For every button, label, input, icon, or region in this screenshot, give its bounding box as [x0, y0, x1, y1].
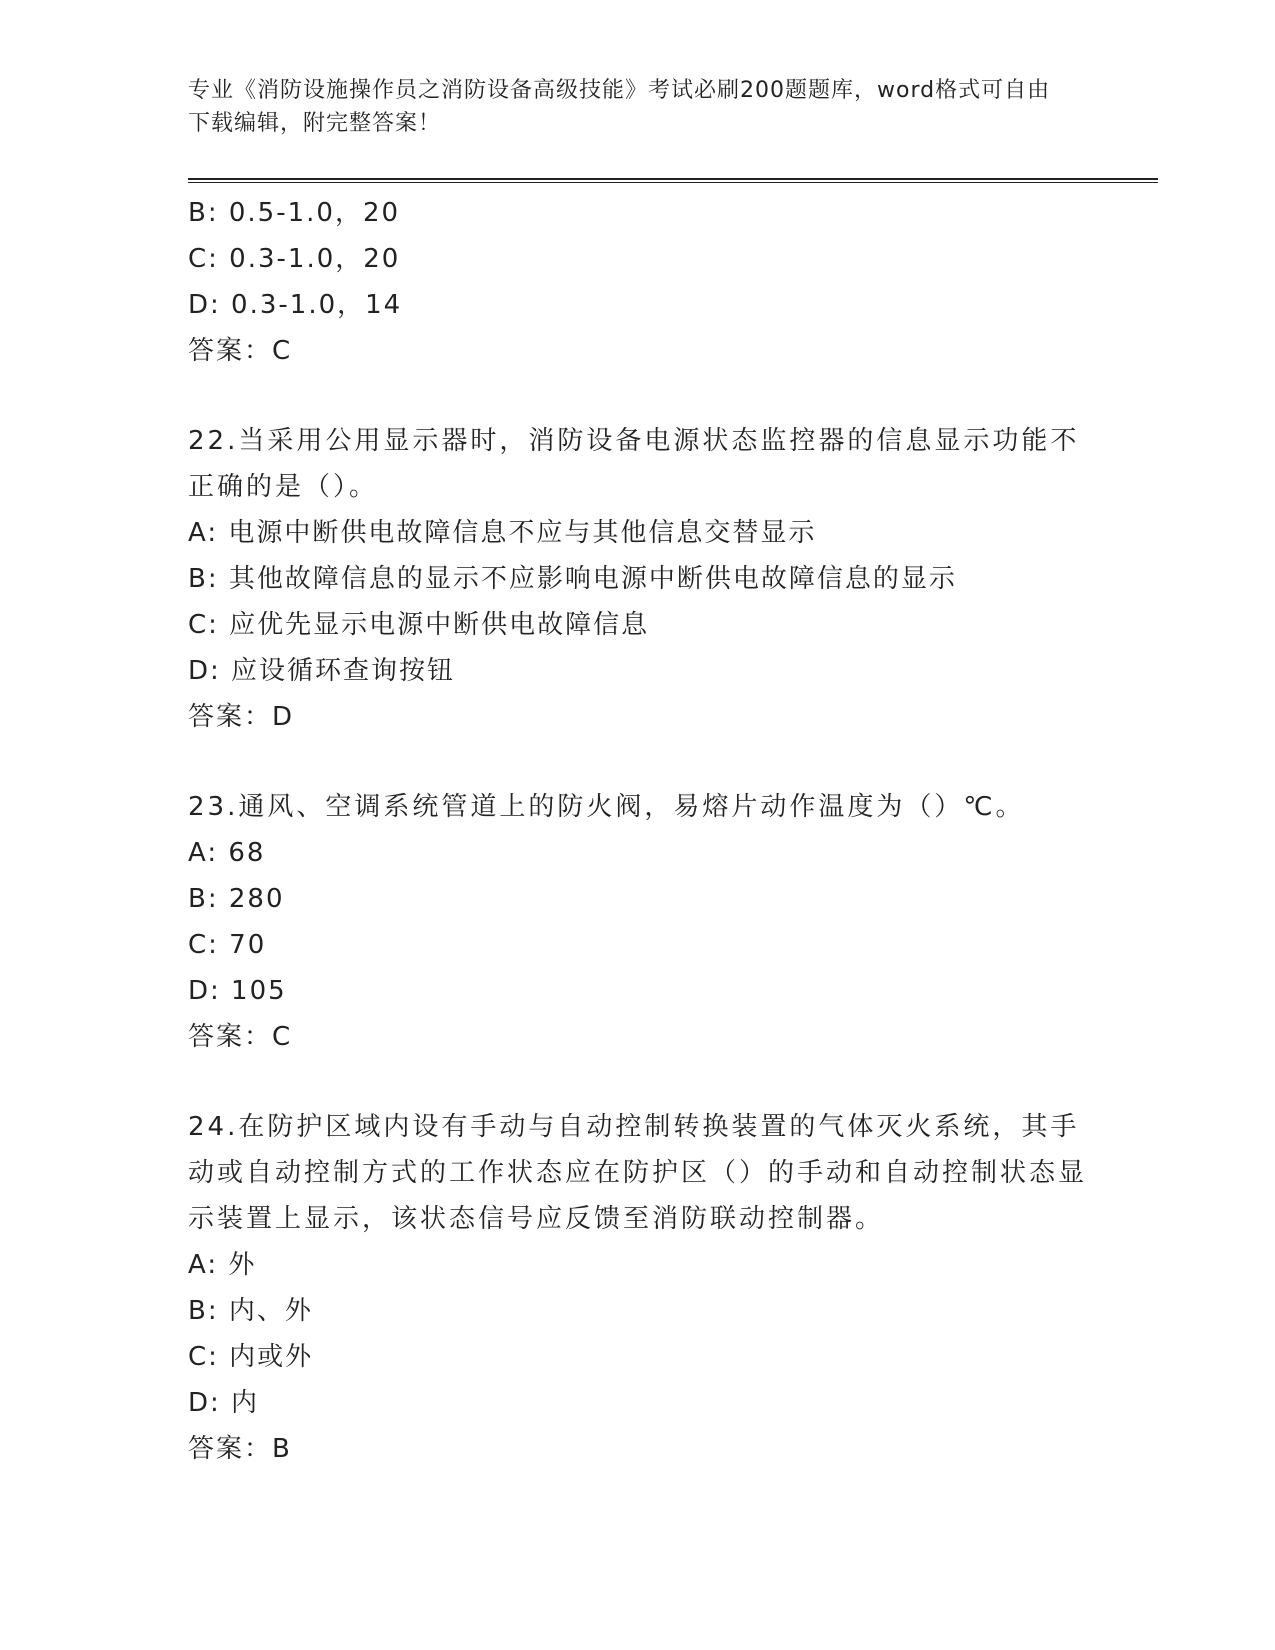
answer-line: 答案：C	[188, 336, 293, 366]
question-text: 22.当采用公用显示器时，消防设备电源状态监控器的信息显示功能不正确的是（）。	[188, 426, 1080, 502]
question-block-24	[188, 1104, 1088, 1472]
header-divider-thin	[188, 182, 1158, 183]
document-header: 专业《消防设施操作员之消防设备高级技能》考试必刷200题题库，word格式可自由下载编辑，附完整答案！	[188, 78, 1051, 136]
answer-line: 答案：B	[188, 1434, 292, 1464]
option-c: C: 内或外	[188, 1342, 314, 1372]
question-text: 23.通风、空调系统管道上的防火阀，易熔片动作温度为（）℃。	[188, 792, 1025, 822]
question-block-22	[188, 418, 1088, 740]
option-c: C: 70	[188, 930, 267, 960]
option-a: A: 电源中断供电故障信息不应与其他信息交替显示	[188, 518, 817, 548]
option-d: D: 105	[188, 976, 287, 1006]
answer-line: 答案：C	[188, 1022, 293, 1052]
header-divider-thick	[188, 178, 1158, 180]
option-c: C: 0.3-1.0，20	[188, 244, 401, 274]
option-a: A: 外	[188, 1250, 257, 1280]
option-a: A: 68	[188, 838, 266, 868]
question-text: 24.在防护区域内设有手动与自动控制转换装置的气体灭火系统，其手动或自动控制方式的工作状态应在防护区（）的手动和自动控制状态显示装置上显示，该状态信号应反馈至消防联动控制器。	[188, 1112, 1088, 1234]
option-c: C: 应优先显示电源中断供电故障信息	[188, 610, 650, 640]
option-d: D: 内	[188, 1388, 260, 1418]
question-list	[188, 190, 1088, 1472]
question-block-23	[188, 784, 1088, 1060]
option-b: B: 内、外	[188, 1296, 313, 1326]
answer-line: 答案：D	[188, 702, 295, 732]
spacer	[188, 1060, 1088, 1104]
option-d: D: 0.3-1.0，14	[188, 290, 403, 320]
option-b: B: 其他故障信息的显示不应影响电源中断供电故障信息的显示	[188, 564, 957, 594]
option-b: B: 280	[188, 884, 285, 914]
spacer	[188, 374, 1088, 418]
option-d: D: 应设循环查询按钮	[188, 656, 456, 686]
spacer	[188, 740, 1088, 784]
option-b: B: 0.5-1.0，20	[188, 198, 401, 228]
continued-question-block	[188, 190, 1088, 374]
